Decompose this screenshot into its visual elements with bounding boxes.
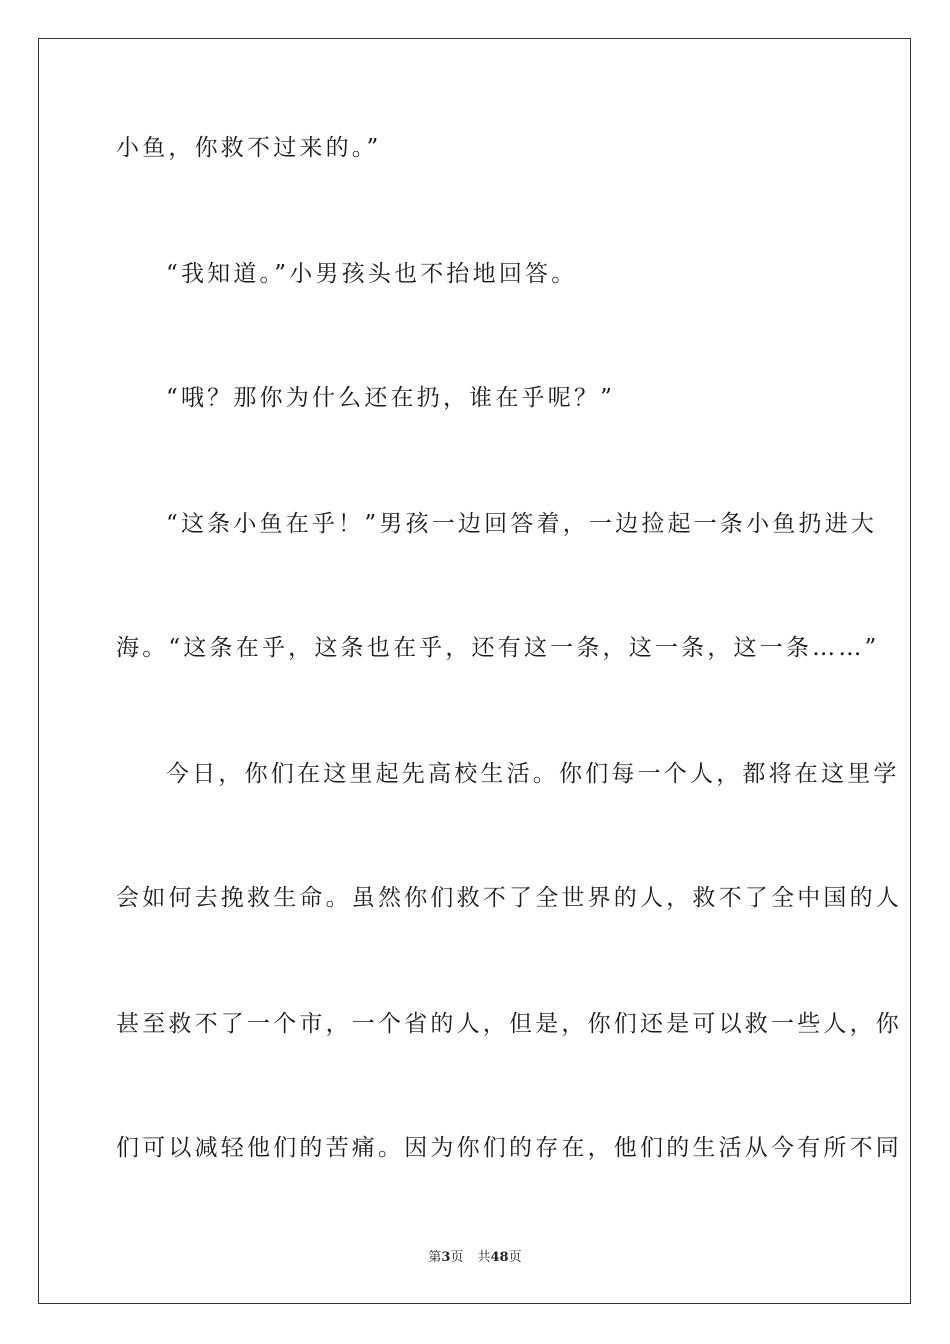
paragraph-line-2: “我知道。”小男孩头也不抬地回答。 bbox=[166, 261, 578, 287]
paragraph-line-8: 甚至救不了一个市，一个省的人，但是，你们还是可以救一些人，你 bbox=[116, 1011, 902, 1037]
paragraph-line-1: 小鱼，你救不过来的。” bbox=[116, 135, 382, 161]
page-footer bbox=[0, 1246, 950, 1265]
page-border bbox=[38, 38, 911, 1304]
page-number: 3 bbox=[441, 1250, 451, 1265]
paragraph-line-4: “这条小鱼在乎！”男孩一边回答着，一边捡起一条小鱼扔进大 bbox=[166, 511, 878, 537]
page-suffix: 页 bbox=[450, 1250, 464, 1265]
page-prefix: 第 bbox=[428, 1250, 442, 1265]
paragraph-line-7: 会如何去挽救生命。虽然你们救不了全世界的人，救不了全中国的人 bbox=[116, 885, 902, 911]
paragraph-line-6: 今日，你们在这里起先高校生活。你们每一个人，都将在这里学 bbox=[166, 761, 900, 787]
paragraph-line-9: 们可以减轻他们的苦痛。因为你们的存在，他们的生活从今有所不同 bbox=[116, 1135, 902, 1161]
total-suffix: 页 bbox=[508, 1250, 522, 1265]
total-prefix: 共 bbox=[477, 1250, 491, 1265]
paragraph-line-5: 海。“这条在乎，这条也在乎，还有这一条，这一条，这一条……” bbox=[116, 635, 880, 661]
paragraph-line-3: “哦？那你为什么还在扔，谁在乎呢？” bbox=[166, 385, 616, 411]
total-pages: 48 bbox=[490, 1250, 509, 1265]
